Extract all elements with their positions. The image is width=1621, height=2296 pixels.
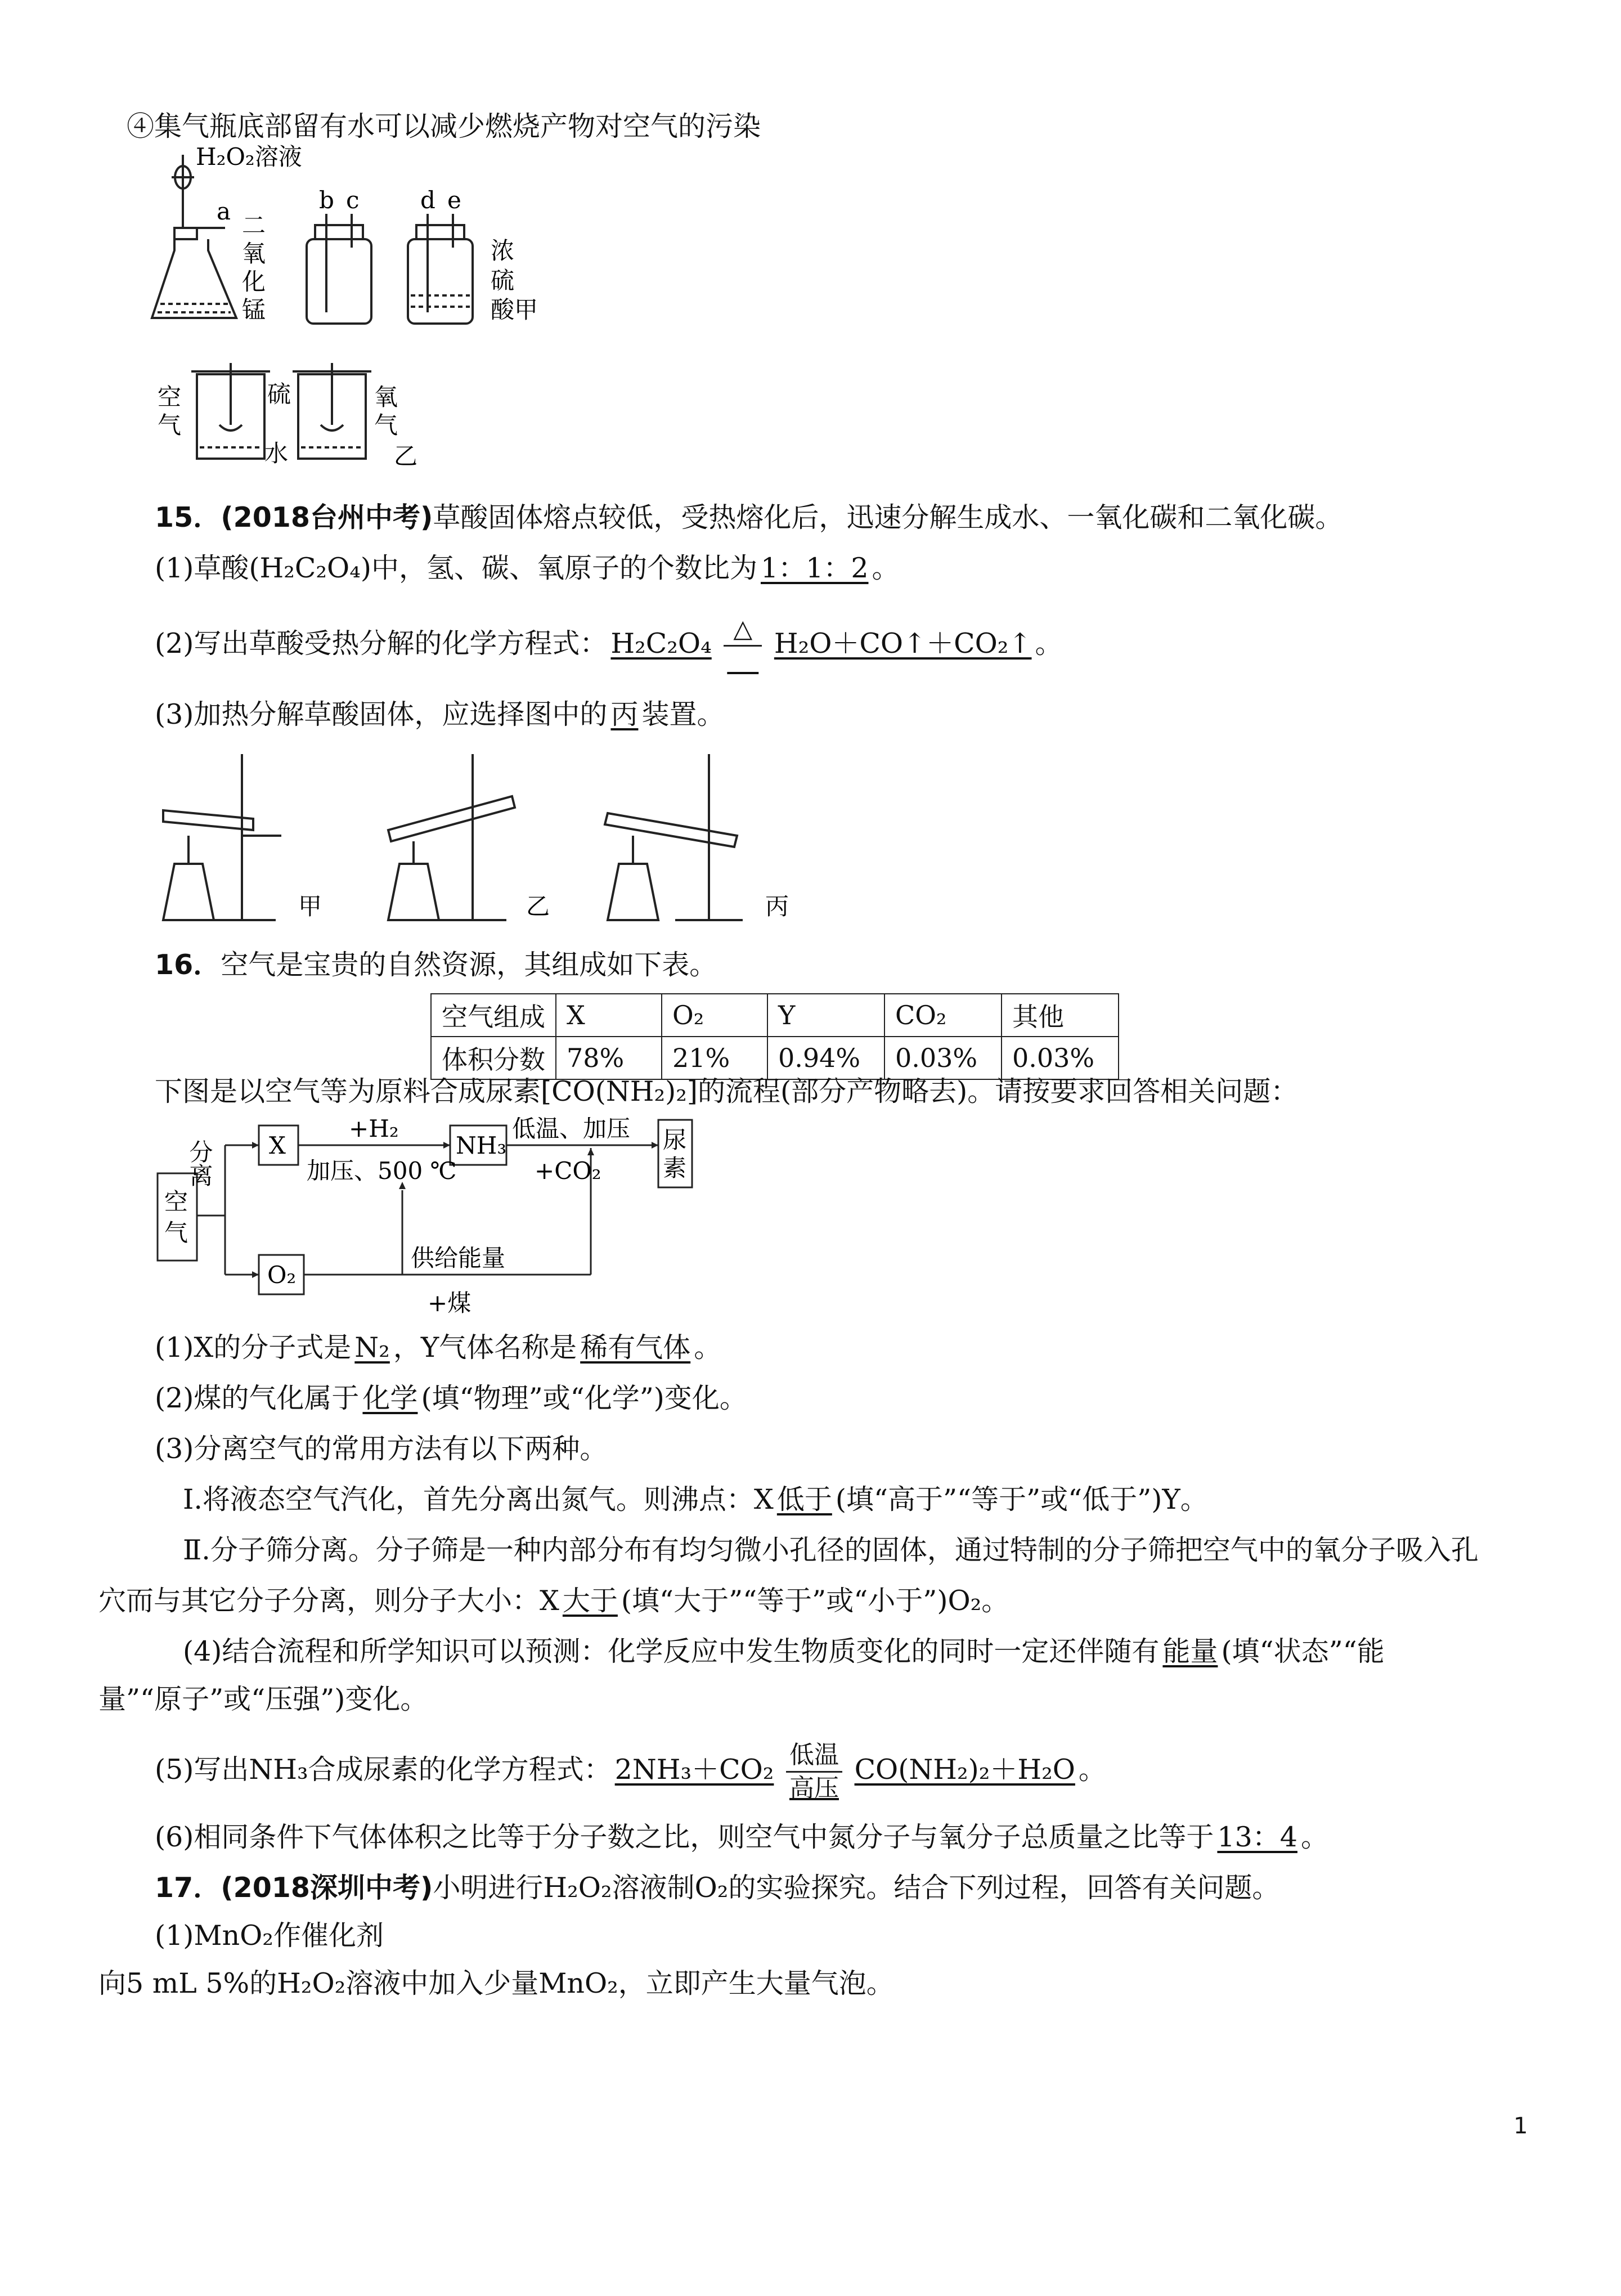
q15-number: 15． <box>155 501 221 533</box>
apparatus-jia <box>163 754 281 920</box>
flow-o2-box: O₂ <box>267 1261 297 1289</box>
table-cell: 0.94% <box>767 1037 884 1079</box>
apparatus-label-jia: 甲 <box>298 893 322 920</box>
flow-plus-co2: +CO₂ <box>535 1157 601 1185</box>
q15-stem-text: 草酸固体熔点较低，受热熔化后，迅速分解生成水、一氧化碳和二氧化碳。 <box>433 501 1343 533</box>
table-cell: Y <box>767 994 884 1037</box>
port-a: a <box>217 198 231 225</box>
q16-part3-ii-line1: Ⅱ.分子筛分离。分子筛是一种内部分布有均匀微小孔径的固体，通过特制的分子筛把空气中的氧分子吸入孔 <box>183 1534 1479 1566</box>
q16-part3: (3)分离空气的常用方法有以下两种。 <box>155 1433 608 1465</box>
q16-part1 <box>155 1328 721 1367</box>
air-char-2: 气 <box>158 411 182 439</box>
q16-stem-text: 空气是宝贵的自然资源，其组成如下表。 <box>221 949 717 981</box>
q15-source: (2018台州中考) <box>221 501 433 533</box>
table-cell: CO₂ <box>884 994 1002 1037</box>
q16-p5-text: (5)写出NH₃合成尿素的化学方程式： <box>155 1754 612 1786</box>
q16-p3-i-text: Ⅰ.将液态空气汽化，首先分离出氮气。则沸点：X <box>183 1483 774 1515</box>
table-cell: 78% <box>556 1037 662 1079</box>
acid-char-3: 酸甲 <box>491 296 538 324</box>
table-header-row <box>431 994 1119 1037</box>
q16-p3-i-text2: (填“高于”“等于”或“低于”)Y。 <box>835 1483 1208 1515</box>
q15-p3-answer: 丙 <box>610 698 639 730</box>
q16-part3-ii-line2 <box>98 1581 1009 1621</box>
port-c: c <box>346 186 360 214</box>
item-4: ④集气瓶底部留有水可以减少燃烧产物对空气的污染 <box>127 110 761 142</box>
flow-x-box: X <box>269 1132 286 1159</box>
q16-p4-text: (4)结合流程和所学知识可以预测：化学反应中发生物质变化的同时一定还伴随有 <box>183 1635 1160 1667</box>
q15-p2-left: H₂C₂O₄ <box>610 627 712 660</box>
table-cell: O₂ <box>662 994 767 1037</box>
flow-urea-1: 尿 <box>663 1126 687 1154</box>
q16-part6 <box>155 1818 1328 1857</box>
q16-p4-text2: (填“状态”“能 <box>1221 1635 1385 1667</box>
flow-cond1: 加压、500 ℃ <box>307 1157 457 1185</box>
mno2-char-4: 锰 <box>242 296 266 324</box>
q17-part1: (1)MnO₂作催化剂 <box>155 1920 384 1952</box>
q16-p3-ii-text: 穴而与其它分子分离，则分子大小：X <box>98 1585 559 1617</box>
oxygen-char-3: 乙 <box>394 442 418 470</box>
gas-apparatus-figure <box>146 144 574 481</box>
q16-p4-answer: 能量 <box>1162 1635 1218 1667</box>
q16-p6-end: 。 <box>1300 1821 1328 1853</box>
sulfur-label: 硫 <box>267 380 291 408</box>
flow-coal: +煤 <box>428 1289 472 1317</box>
flow-nh3-box: NH₃ <box>456 1132 507 1159</box>
h2o2-label: H₂O₂溶液 <box>196 144 302 171</box>
table-cell: 0.03% <box>1002 1037 1119 1079</box>
mno2-char-1: 二 <box>242 212 266 239</box>
q16-p3-ii-text2: (填“大于”“等于”或“小于”)O₂。 <box>621 1585 1009 1617</box>
q16-p6-text: (6)相同条件下气体体积之比等于分子数之比，则空气中氮分子与氧分子总质量之比等于 <box>155 1821 1214 1853</box>
flow-air-1: 空 <box>164 1188 188 1216</box>
flow-cond2: 低温、加压 <box>512 1117 631 1142</box>
q16-p5-end: 。 <box>1078 1754 1106 1786</box>
flow-air-2: 气 <box>164 1219 188 1246</box>
table-cell: X <box>556 994 662 1037</box>
table-cell: 21% <box>662 1037 767 1079</box>
mno2-char-2: 氧 <box>242 240 266 267</box>
q15-p1-text: (1)草酸(H₂C₂O₄)中，氢、碳、氧原子的个数比为 <box>155 552 757 584</box>
air-composition-table <box>430 993 1119 1080</box>
q15-part1 <box>155 549 900 588</box>
q15-p3-end: 装置。 <box>641 698 725 730</box>
q16-stem <box>155 945 717 985</box>
flow-separate: 分离 <box>186 1140 214 1187</box>
q16-p5-right: CO(NH₂)₂＋H₂O <box>854 1754 1075 1786</box>
q16-p1-answer1: N₂ <box>354 1331 390 1364</box>
q16-p5-condition: $\frac{\text{低温}}{\text{高压}}$ <box>786 1739 842 1804</box>
apparatus-label-bing: 丙 <box>765 893 789 920</box>
q16-p2-answer: 化学 <box>362 1382 418 1414</box>
q16-part4-line1 <box>183 1632 1385 1671</box>
q16-p5-left: 2NH₃＋CO₂ <box>614 1754 774 1786</box>
apparatus-bing <box>605 754 743 920</box>
oxygen-char-2: 气 <box>374 411 398 439</box>
water-label: 水 <box>264 440 289 467</box>
q16-p3-ii-answer: 大于 <box>562 1585 618 1617</box>
q15-p3-text: (3)加热分解草酸固体，应选择图中的 <box>155 698 608 730</box>
page-number: 1 <box>1514 2113 1528 2139</box>
q15-part2 <box>155 613 1063 678</box>
flow-energy: 供给能量 <box>411 1244 506 1272</box>
apparatus-label-yi: 乙 <box>526 893 550 920</box>
q16-part4-line2: 量”“原子”或“压强”)变化。 <box>98 1683 428 1715</box>
q15-p1-end: 。 <box>872 552 900 584</box>
q16-flow-intro: 下图是以空气等为原料合成尿素[CO(NH₂)₂]的流程(部分产物略去)。请按要求回答相关问题： <box>155 1075 1299 1107</box>
q16-p1-end: 。 <box>694 1331 722 1364</box>
q15-part3 <box>155 695 724 734</box>
q15-p2-right: H₂O＋CO↑＋CO₂↑ <box>774 627 1032 660</box>
q15-stem <box>155 498 1342 537</box>
acid-char-2: 硫 <box>491 267 515 294</box>
q16-p3-i-answer: 低于 <box>776 1483 832 1515</box>
q16-p1-text: (1)X的分子式是 <box>155 1331 352 1364</box>
q16-p6-answer: 13：4 <box>1217 1821 1297 1853</box>
q16-p1-text2: ，Y气体名称是 <box>393 1331 577 1364</box>
q17-stem-text: 小明进行H₂O₂溶液制O₂的实验探究。结合下列过程，回答有关问题。 <box>433 1872 1280 1904</box>
mno2-char-3: 化 <box>242 268 266 295</box>
bottle-de <box>408 214 473 324</box>
port-d: d <box>420 186 435 214</box>
flow-plus-h2: +H₂ <box>349 1117 399 1142</box>
table-cell: 空气组成 <box>431 994 556 1037</box>
q15-p2-end: 。 <box>1035 627 1063 660</box>
q16-part3-i <box>183 1480 1208 1519</box>
q17-part1-text: 向5 mL 5%的H₂O₂溶液中加入少量MnO₂，立即产生大量气泡。 <box>98 1967 894 1999</box>
air-char-1: 空 <box>158 383 182 411</box>
q16-part5 <box>155 1733 1106 1806</box>
port-e: e <box>447 186 461 214</box>
bottle-bc <box>307 214 371 324</box>
q16-p2-text2: (填“物理”或“化学”)变化。 <box>421 1382 747 1414</box>
port-b: b <box>319 186 334 214</box>
oxygen-char-1: 氧 <box>374 383 398 411</box>
q16-p1-answer2: 稀有气体 <box>580 1331 691 1364</box>
apparatus-yi <box>388 754 515 920</box>
q16-p2-text: (2)煤的气化属于 <box>155 1382 360 1414</box>
flask-apparatus <box>152 155 236 318</box>
q16-part2 <box>155 1379 747 1418</box>
q17-stem <box>155 1868 1279 1908</box>
flow-urea-2: 素 <box>663 1154 687 1182</box>
table-cell: 其他 <box>1002 994 1119 1037</box>
table-cell: 0.03% <box>884 1037 1002 1079</box>
q17-number: 17． <box>155 1872 221 1904</box>
q15-p2-condition: △ <box>724 613 762 678</box>
acid-char-1: 浓 <box>491 237 515 264</box>
table-cell: 体积分数 <box>431 1037 556 1079</box>
heating-apparatus-figure <box>152 751 827 937</box>
urea-flow-diagram <box>152 1117 760 1320</box>
q17-source: (2018深圳中考) <box>221 1872 433 1904</box>
q16-number: 16． <box>155 949 221 981</box>
q15-p1-answer: 1：1：2 <box>760 552 869 584</box>
q15-p2-text: (2)写出草酸受热分解的化学方程式： <box>155 627 608 660</box>
